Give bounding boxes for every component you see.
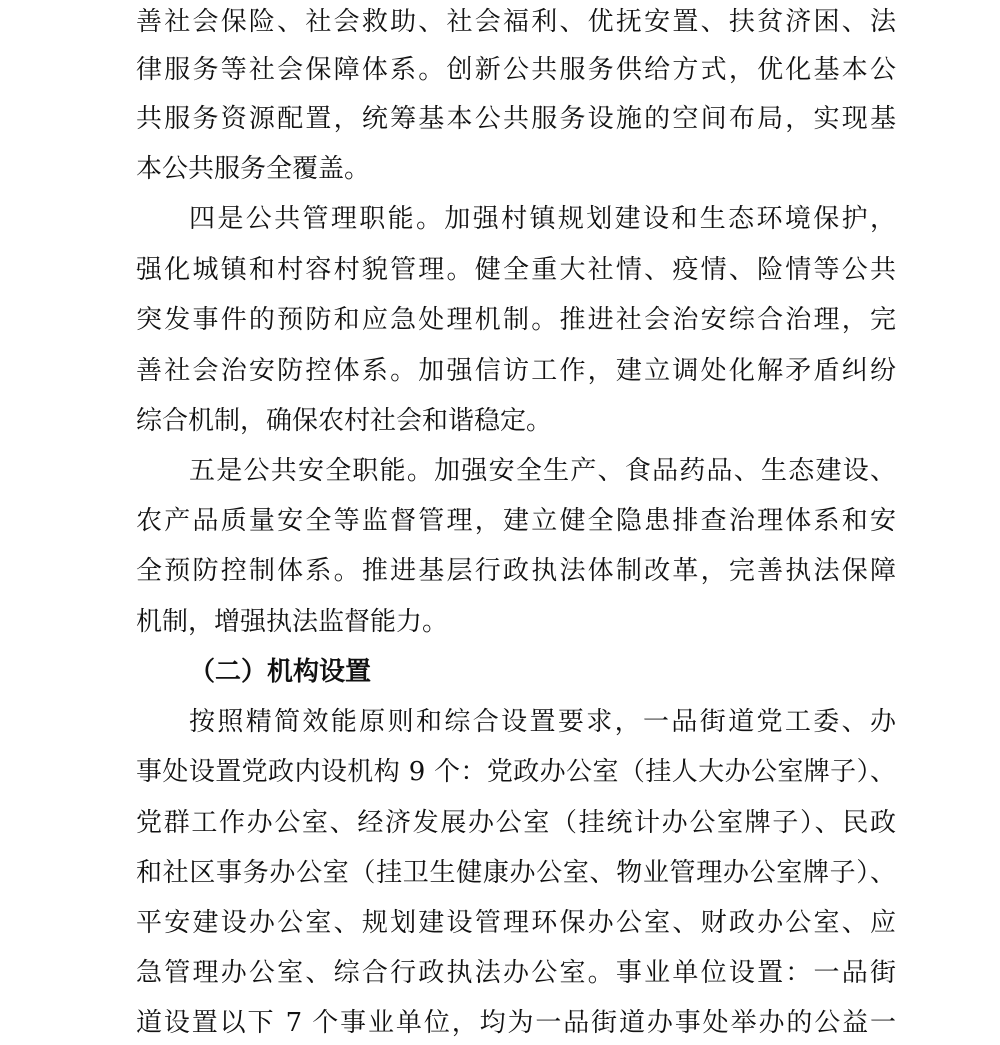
paragraph-first-line: 按照精简效能原则和综合设置要求，一品街道党工委、办	[189, 707, 896, 737]
paragraph-line: 党群工作办公室、经济发展办公室（挂统计办公室牌子）、民政	[136, 808, 896, 838]
paragraph-line: 律服务等社会保障体系。创新公共服务供给方式，优化基本公	[136, 55, 896, 85]
paragraph-line: 和社区事务办公室（挂卫生健康办公室、物业管理办公室牌子）、	[136, 858, 896, 888]
paragraph-line: 强化城镇和村容村貌管理。健全重大社情、疫情、险情等公共	[136, 255, 896, 285]
paragraph-line: 综合机制，确保农村社会和谐稳定。	[136, 406, 553, 436]
paragraph-line: 事处设置党政内设机构 9 个：党政办公室（挂人大办公室牌子）、	[136, 757, 896, 787]
paragraph-line: 善社会治安防控体系。加强信访工作，建立调处化解矛盾纠纷	[136, 356, 896, 386]
paragraph-line: 急管理办公室、综合行政执法办公室。事业单位设置：一品街	[136, 958, 896, 988]
paragraph-first-line: 四是公共管理职能。加强村镇规划建设和生态环境保护，	[189, 204, 896, 234]
paragraph-line: 平安建设办公室、规划建设管理环保办公室、财政办公室、应	[136, 908, 896, 938]
section-heading: （二）机构设置	[189, 657, 372, 687]
paragraph-line: 本公共服务全覆盖。	[136, 154, 371, 184]
paragraph-line: 善社会保险、社会救助、社会福利、优抚安置、扶贫济困、法	[136, 7, 896, 37]
paragraph-first-line: 五是公共安全职能。加强安全生产、食品药品、生态建设、	[189, 456, 896, 486]
paragraph-line: 共服务资源配置，统筹基本公共服务设施的空间布局，实现基	[136, 104, 896, 134]
paragraph-line: 道设置以下 7 个事业单位，均为一品街道办事处举办的公益一	[136, 1008, 896, 1038]
paragraph-line: 农产品质量安全等监督管理，建立健全隐患排查治理体系和安	[136, 506, 896, 536]
paragraph-line: 机制，增强执法监督能力。	[136, 607, 449, 637]
paragraph-line: 全预防控制体系。推进基层行政执法体制改革，完善执法保障	[136, 556, 896, 586]
paragraph-line: 突发事件的预防和应急处理机制。推进社会治安综合治理，完	[136, 305, 896, 335]
